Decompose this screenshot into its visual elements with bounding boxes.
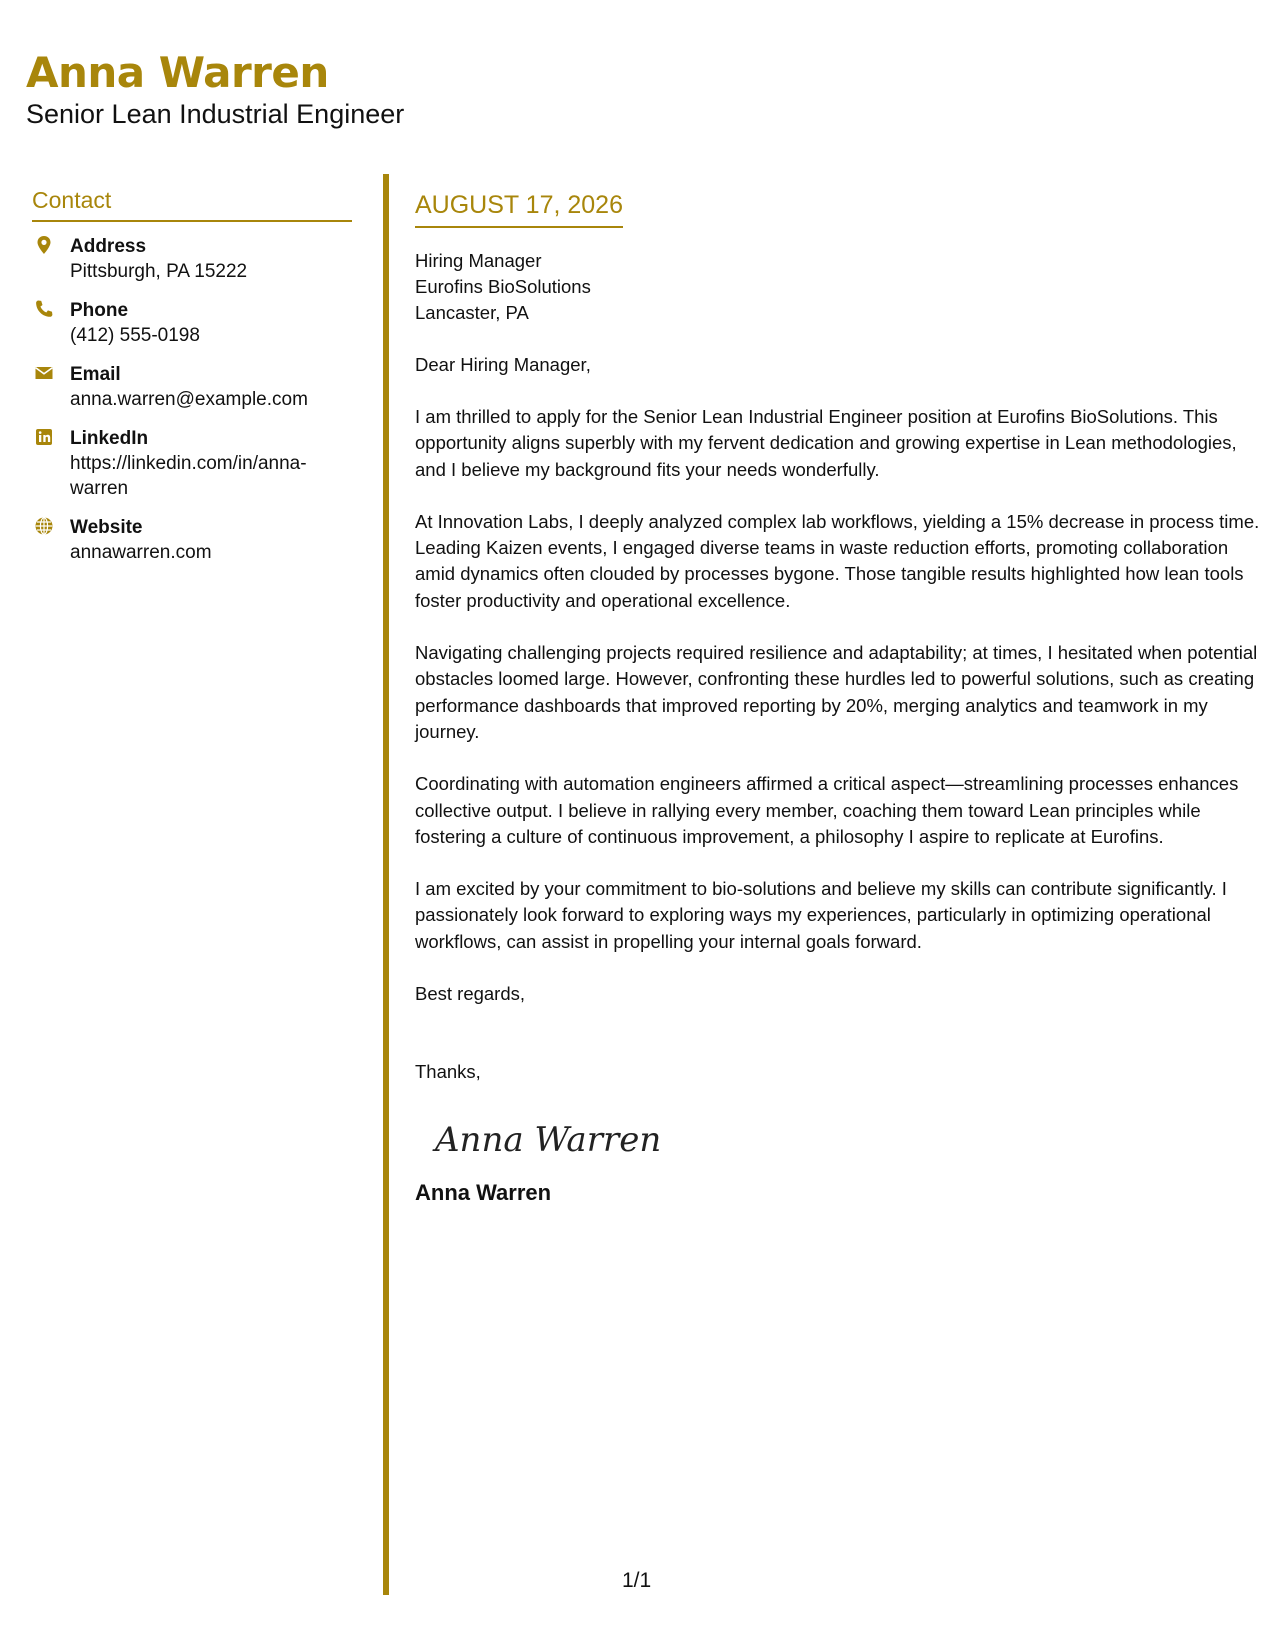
thanks: Thanks, <box>415 1061 481 1083</box>
contact-website <box>32 515 352 565</box>
linkedin-icon <box>34 427 54 447</box>
phone-icon <box>34 299 54 319</box>
contact-email <box>32 362 352 412</box>
recipient-line: Hiring Manager <box>415 250 542 271</box>
vertical-divider <box>383 174 389 1595</box>
body-paragraph: I am excited by your commitment to bio-solutions and believe my skills can contribute significantly. I passionately look forward to exploring ways my experiences, particularly in optimizing operational workflows, can assist in propelling your internal goals forward. <box>415 878 1227 952</box>
contact-label: Phone <box>70 300 129 321</box>
recipient-line: Lancaster, PA <box>415 302 529 323</box>
letter-date: AUGUST 17, 2026 <box>415 190 623 228</box>
globe-icon <box>34 516 54 536</box>
page-number: 1/1 <box>622 1569 652 1592</box>
map-pin-icon <box>34 235 54 255</box>
contact-value: (412) 555-0198 <box>70 325 200 346</box>
contact-phone <box>32 298 352 348</box>
body-paragraph: Navigating challenging projects required resilience and adaptability; at times, I hesitated when potential obstacles loomed large. However, confronting these hurdles led to powerful solutions, such as creating performance dashboards that improved reporting by 20%, merging analytics and teamwork in my journey. <box>415 642 1258 742</box>
recipient-block <box>415 248 1260 326</box>
contact-value[interactable]: annawarren.com <box>70 542 212 563</box>
signature-text: Anna Warren <box>435 1120 662 1161</box>
signed-name: Anna Warren <box>415 1180 552 1206</box>
contact-value: anna.warren@example.com <box>70 389 308 410</box>
body-paragraph: I am thrilled to apply for the Senior Lean Industrial Engineer position at Eurofins BioSolutions. This opportunity aligns superbly with my fervent dedication and growing expertise in Lean methodologies, and I believe my background fits your needs wonderfully. <box>415 406 1237 480</box>
contact-label: Email <box>70 364 121 385</box>
contact-address <box>32 234 352 284</box>
contact-sidebar <box>32 186 352 579</box>
candidate-name: Anna Warren <box>26 48 329 97</box>
contact-linkedin <box>32 426 352 501</box>
body-paragraph: At Innovation Labs, I deeply analyzed complex lab workflows, yielding a 15% decrease in process time. Leading Kaizen events, I engaged diverse teams in waste reduction efforts, promoting collaboration amid dynamics often clouded by processes bygone. Those tangible results highlighted how lean tools foster productivity and operational excellence. <box>415 510 1260 611</box>
contact-heading: Contact <box>32 186 352 222</box>
contact-value[interactable]: https://linkedin.com/in/anna-warren <box>70 453 307 499</box>
contact-list <box>32 234 352 565</box>
salutation: Dear Hiring Manager, <box>415 354 591 375</box>
letter-body <box>415 190 1260 1207</box>
signature-image <box>431 1115 671 1165</box>
body-paragraph: Coordinating with automation engineers affirmed a critical aspect—streamlining processes enhances collective output. I believe in rallying every member, coaching them toward Lean principles while fostering a culture of continuous improvement, a philosophy I aspire to replicate at Eurofins. <box>415 773 1239 847</box>
contact-value: Pittsburgh, PA 15222 <box>70 261 248 282</box>
candidate-title: Senior Lean Industrial Engineer <box>26 99 405 129</box>
contact-label: Website <box>70 517 143 538</box>
closing: Best regards, <box>415 983 526 1005</box>
contact-label: LinkedIn <box>70 428 149 449</box>
recipient-line: Eurofins BioSolutions <box>415 276 591 297</box>
envelope-icon <box>34 363 54 383</box>
contact-label: Address <box>70 236 147 257</box>
header <box>26 48 404 130</box>
